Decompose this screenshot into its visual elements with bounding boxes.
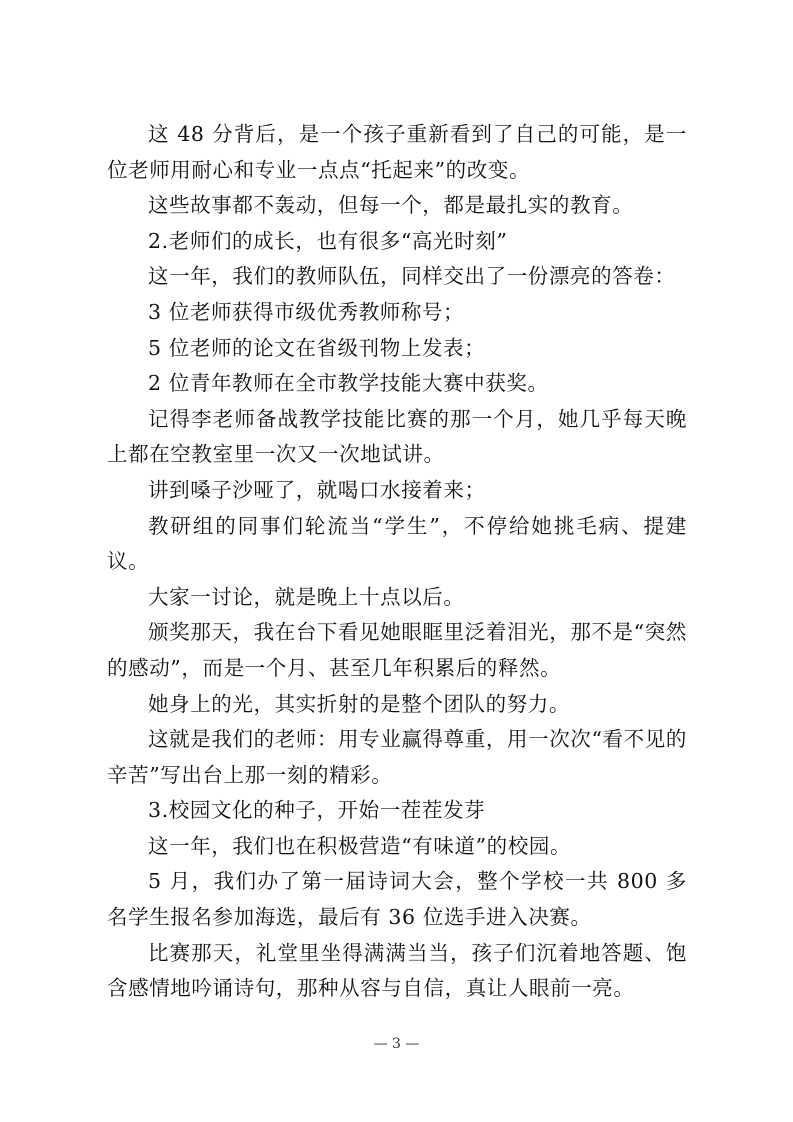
section-heading: 3.校园文化的种子，开始一茬茬发芽 (148, 798, 486, 823)
paragraph: 这些故事都不轰动，但每一个，都是最扎实的教育。 (148, 193, 634, 218)
paragraph: 比赛那天，礼堂里坐得满满当当，孩子们沉着地答题、饱含感情地吟诵诗句，那种从容与自信，真让人眼前一亮。 (107, 940, 687, 1001)
paragraph: 记得李老师备战教学技能比赛的那一个月，她几乎每天晚上都在空教室里一次又一次地试讲。 (107, 406, 687, 467)
paragraph: 大家一讨论，就是晚上十点以后。 (148, 584, 465, 609)
paragraph: 这 48 分背后，是一个孩子重新看到了自己的可能，是一位老师用耐心和专业一点点“托起来”的改变。 (107, 122, 687, 182)
paragraph: 教研组的同事们轮流当“学生”，不停给她挑毛病、提建议。 (107, 513, 687, 574)
page-number: — 3 — (373, 1036, 420, 1052)
document-body (107, 117, 687, 1007)
paragraph: 颁奖那天，我在台下看见她眼眶里泛着泪光，那不是“突然的感动”，而是一个月、甚至几年积累后的释然。 (107, 620, 687, 680)
paragraph: 这一年，我们也在积极营造“有味道”的校园。 (148, 833, 572, 858)
section-heading: 2.老师们的成长，也有很多“高光时刻” (148, 228, 508, 253)
list-item: 5 位老师的论文在省级刊物上发表； (148, 335, 486, 360)
list-item: 2 位青年教师在全市教学技能大赛中获奖。 (148, 371, 549, 396)
list-item: 3 位老师获得市级优秀教师称号； (148, 299, 465, 324)
paragraph: 5 月，我们办了第一届诗词大会，整个学校一共 800 多名学生报名参加海选，最后有 36 位选手进入决赛。 (107, 869, 687, 930)
paragraph: 这一年，我们的教师队伍，同样交出了一份漂亮的答卷： (148, 264, 676, 289)
paragraph: 讲到嗓子沙哑了，就喝口水接着来； (148, 477, 486, 502)
paragraph: 这就是我们的老师：用专业赢得尊重，用一次次“看不见的辛苦”写出台上那一刻的精彩。 (107, 727, 687, 787)
paragraph: 她身上的光，其实折射的是整个团队的努力。 (148, 691, 570, 716)
